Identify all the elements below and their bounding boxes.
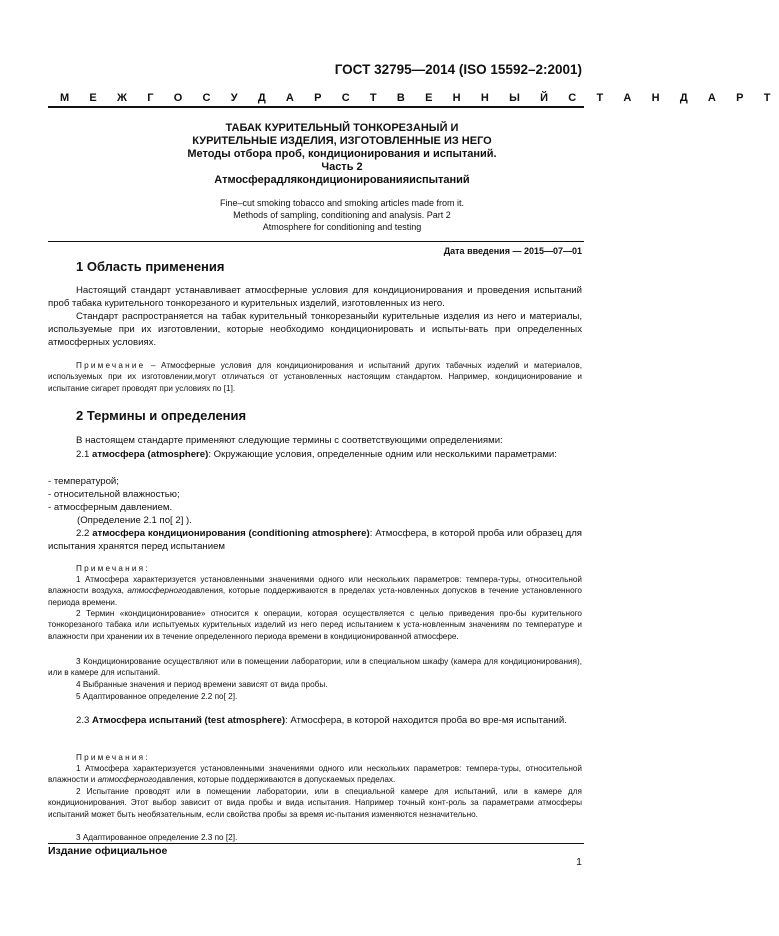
term-2-2 (48, 527, 582, 553)
notes-label: Примечания: (76, 753, 150, 762)
footer-rule (48, 843, 584, 844)
notes-label-2-2 (48, 563, 582, 574)
title-line-3: Методы отбора проб, кондиционирования и испытаний. (187, 148, 497, 160)
note-text: давления, которые поддерживаются в допускаемых пределах. (156, 775, 396, 785)
header-rule (48, 106, 584, 108)
term-2-3 (48, 714, 582, 727)
section-1-paragraph-2: Стандарт распространяется на табак курительный тонкорезаныйи курительные изделия из него и материалы, используемые при их изготовлении, которые необходимо кондиционировать и испыты-вать при определенных атмосферных условиях. (48, 311, 582, 348)
note-text: давления, которые поддерживаются в пределах уста-новленных допусков в течение установленного периода времени. (48, 586, 582, 607)
param-item-temperature: - температурой; (48, 476, 119, 487)
title-line-1: ТАБАК КУРИТЕЛЬНЫЙ ТОНКОРЕЗАНЫЙ И (225, 122, 459, 134)
section-1-paragraph-1: Настоящий стандарт устанавливает атмосферные условия для кондиционирования и проведения испытаний проб табака курительного тонкорезаного и курительных изделий, изготовленных из него. (48, 285, 582, 309)
page-number: 1 (576, 856, 582, 868)
notes-label-2-3 (48, 752, 582, 763)
section-2-heading: 2 Термины и определения (76, 408, 247, 423)
note-2-2-5: 5 Адаптированное определение 2.2 по[ 2]. (76, 692, 238, 701)
note-text: 1 Атмосфера характеризуется установленными значениями одного или нескольких параметров: темпера-туры, относительной влажности воздуха, (48, 575, 582, 596)
section-1-note (48, 360, 582, 394)
param-item-pressure: - атмосферным давлением. (48, 502, 173, 513)
title-line-2: КУРИТЕЛЬНЫЕ ИЗДЕЛИЯ, ИЗГОТОВЛЕННЫЕ ИЗ НЕГО (192, 135, 492, 147)
note-2-3-3: 3 Адаптированное определение 2.3 по [2]. (76, 833, 238, 842)
term-number: 2.1 (76, 449, 93, 460)
note-2-2-2: 2 Термин «кондиционирование» относится к операции, которая осуществляется с целью приведения про-бы курительного тонкорезаного табака или испытуемых курительных изделий из него перед испытанием к уста-новленным значениям по температуре и влажности при хранении их в течение определенного периода времени в кондиционированной атмосфере. (48, 609, 582, 641)
note-text: – Атмосферные условия для кондиционирования и испытаний других табачных изделий и материалов, используемых при их изготовлении,могут отличаться от установленных настоящим стандартом. Например, кондиционирование и испытание сигарет проводят при условиях по [1]. (48, 361, 582, 393)
note-2-2-1 (48, 574, 582, 608)
standard-code: ГОСТ 32795—2014 (ISO 15592–2:2001) (334, 62, 582, 77)
definition-reference: (Определение 2.1 по[ 2] ). (77, 515, 192, 526)
title-line-4: Часть 2 (321, 161, 363, 173)
interstate-standard-banner: М Е Ж Г О С У Д А Р С Т В Е Н Н Ы Й С Т А Н Д А Р Т (60, 92, 779, 104)
term-name: атмосфера кондиционирования (conditioning atmosphere) (92, 528, 370, 539)
note-italic: атмосферного (127, 586, 187, 596)
title-rule (48, 241, 584, 242)
title-line-5: Атмосферадлякондиционированияиспытаний (214, 174, 470, 186)
note-italic: атмосферного (97, 775, 157, 785)
title-en-line-1: Fine–cut smoking tobacco and smoking articles made from it. (219, 198, 465, 208)
note-text: 1 Атмосфера характеризуется установленными значениями одного или нескольких параметров: темпера-туры, относительной влажности и (48, 764, 582, 785)
section-1-heading: 1 Область применения (76, 259, 225, 274)
term-name: атмосфера (atmosphere) (92, 449, 209, 460)
term-definition: : Окружающие условия, определенные одним или несколькими параметрами: (208, 449, 557, 460)
title-en-line-2: Methods of sampling, conditioning and analysis. Part 2 (233, 210, 451, 220)
term-2-1 (48, 448, 582, 461)
note-2-3-2: 2 Испытание проводят или в помещении лаборатории, или в специальной камере для испытаний, или в камере для кондиционирования. Этот выбор зависит от вида пробы и вида испытания. Например точный конт-роль за параметрами атмосферы испытаний может быть необязательным, если свойства пробы за время ис-пытания изменяются незначительно. (48, 787, 582, 819)
title-en-line-3: Atmosphere for conditioning and testing (262, 222, 422, 232)
note-2-2-4: 4 Выбранные значения и период времени зависят от вида пробы. (76, 680, 328, 689)
introduction-date: Дата введения — 2015—07—01 (443, 246, 582, 256)
term-number: 2.2 (76, 528, 93, 539)
term-definition: : Атмосфера, в которой проба или образец для испытания хранятся перед испытанием (48, 528, 582, 552)
param-item-humidity: - относительной влажностью; (48, 489, 180, 500)
notes-label: Примечания: (76, 564, 150, 573)
official-edition-label: Издание официальное (48, 845, 168, 857)
term-definition: : Атмосфера, в которой находится проба во вре-мя испытаний. (285, 715, 567, 726)
note-label: Примечание (76, 361, 146, 370)
term-number: 2.3 (76, 715, 93, 726)
section-2-intro: В настоящем стандарте применяют следующие термины с соответствующими определениями: (76, 435, 503, 446)
term-name: Атмосфера испытаний (test atmosphere) (92, 715, 286, 726)
note-2-2-3: 3 Кондиционирование осуществляют или в помещении лаборатории, или в специальном шкафу (камера для кондиционирования), или в камере для испытаний. (48, 657, 582, 678)
note-2-3-1 (48, 763, 582, 786)
